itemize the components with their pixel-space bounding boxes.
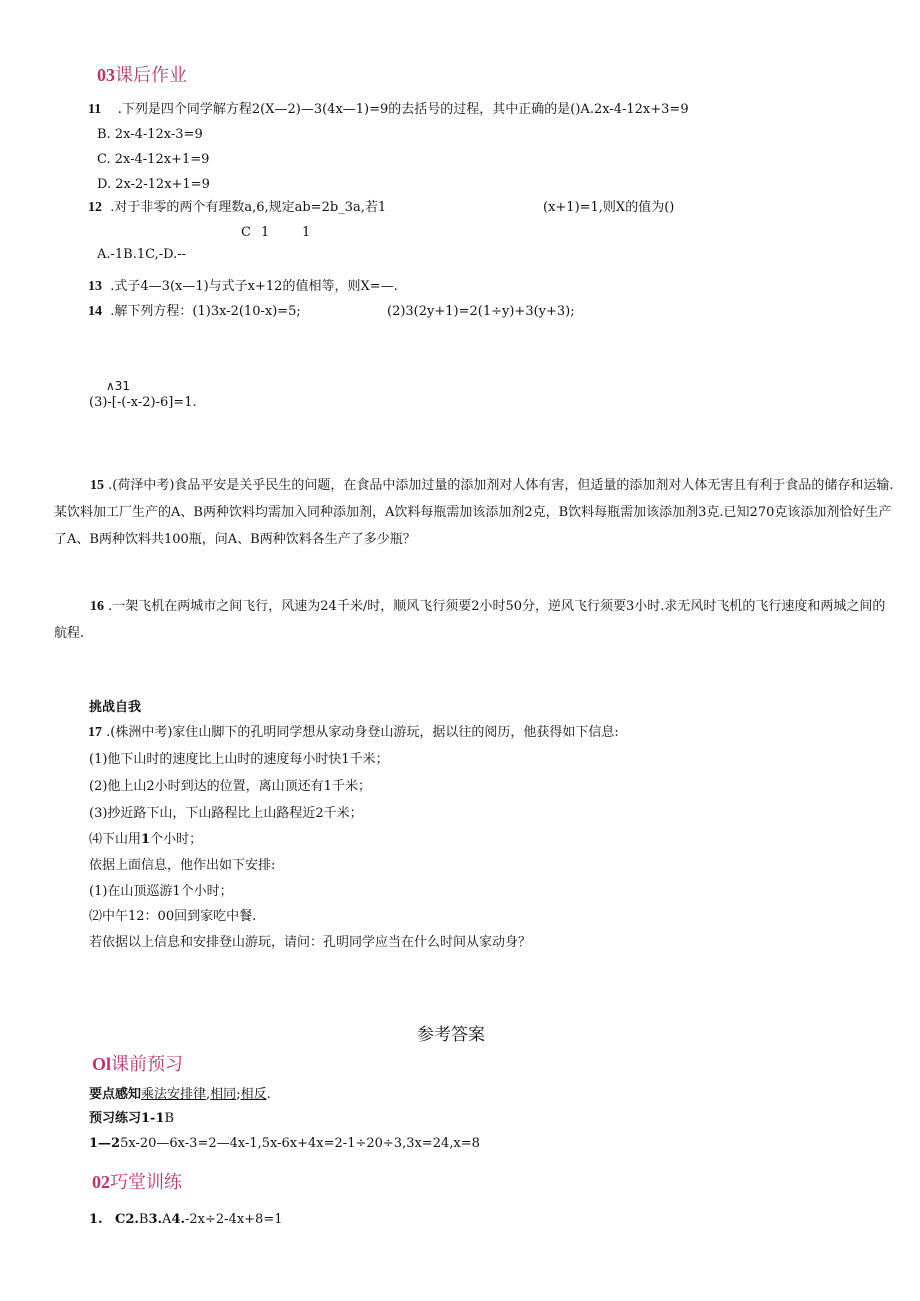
info-line-2: (2)他上山2小时到达的位置，离山顶还有1千米；	[89, 779, 371, 794]
answers-title: 参考答案	[417, 1025, 485, 1045]
plan-line-1: (1)在山顶巡游1个小时；	[89, 884, 233, 899]
answer-term-3: 相反	[240, 1087, 267, 1102]
info-line-4-pre: ⑷下山用	[89, 832, 142, 847]
separator: ,	[206, 1087, 211, 1102]
fraction-1a: 1	[261, 225, 270, 240]
question-text: .一架飞机在两城市之间飞行，风速为24千米/时，顺风飞行须要2小时50分，逆风飞行须要3小时.求无风时飞机的飞行速度和两城之间的航程.	[54, 599, 886, 641]
question-13	[88, 278, 398, 296]
question-number: 17	[88, 725, 102, 740]
question-12	[88, 199, 386, 217]
answer-number-2: C2.	[114, 1212, 139, 1227]
question-11	[88, 101, 689, 119]
answer-number-3: 3.	[148, 1212, 163, 1227]
answer-number-4: 4.	[171, 1212, 186, 1227]
answer-term-1: 乘法安排律	[141, 1087, 207, 1102]
answer-class-line	[89, 1211, 283, 1229]
question-17-ask: 若依据以上信息和安排登山游玩，请问：孔明同学应当在什么时间从家动身？	[89, 935, 532, 950]
answer-value-3: -2x÷2-4x+8=1	[185, 1212, 283, 1227]
option-b: B. 2x-4-12x-3=9	[97, 127, 203, 142]
section-number: Ol	[92, 1054, 112, 1074]
question-number: 13	[88, 279, 102, 294]
plan-line-2: ⑵中午12：00回到家吃中餐.	[89, 909, 257, 924]
question-text: .式子4—3(x—1)与式子x+12的值相等，则X=—.	[110, 279, 398, 294]
separator: ;	[236, 1087, 241, 1102]
info-line-4-post: 个小时；	[150, 832, 203, 847]
answer-label: 1—2	[89, 1136, 121, 1151]
challenge-heading: 挑战自我	[89, 700, 142, 715]
answer-value: B	[164, 1111, 175, 1126]
answer-practice	[89, 1110, 174, 1128]
section-heading-homework	[97, 63, 187, 88]
question-14-part2: (2)3(2y+1)=2(1÷y)+3(y+3);	[387, 304, 575, 319]
option-c: C. 2x-4-12x+1=9	[97, 152, 210, 167]
question-16	[54, 593, 896, 647]
section-number: 02	[92, 1172, 110, 1192]
answer-value-2: A	[162, 1212, 172, 1227]
question-12-options: A.-1B.1C,-D.--	[97, 247, 187, 262]
question-12-continued: (x+1)=1,则X的值为()	[543, 200, 675, 215]
section-heading-class	[92, 1170, 182, 1195]
fraction-1b: 1	[302, 225, 311, 240]
question-text: .对于非零的两个有理数a,6,规定ab=2b_3a,若1	[110, 200, 387, 215]
section-title: 课后作业	[115, 65, 187, 86]
answer-label: 预习练习1-1	[89, 1111, 165, 1126]
info-line-4-num: 1	[141, 832, 151, 847]
section-heading-preview	[92, 1052, 183, 1077]
question-15	[54, 472, 896, 553]
question-14	[88, 303, 301, 321]
fraction-c: C	[241, 225, 251, 240]
info-line-4	[89, 831, 202, 849]
answer-solution-line	[89, 1135, 480, 1153]
option-d: D. 2x-2-12x+1=9	[97, 177, 210, 192]
question-14-part3: (3)-[-(-x-2)-6]=1.	[89, 395, 197, 410]
question-number: 16	[90, 599, 104, 614]
info-line-3: (3)抄近路下山，下山路程比上山路程近2千米；	[89, 806, 363, 821]
period: .	[266, 1087, 271, 1102]
answer-term-2: 相同	[210, 1087, 237, 1102]
answer-value-1: B	[138, 1212, 149, 1227]
question-number: 12	[88, 200, 102, 215]
plan-intro: 依据上面信息，他作出如下安排:	[89, 858, 276, 873]
section-title: 巧堂训练	[110, 1172, 182, 1193]
section-number: 03	[97, 65, 115, 85]
question-number: 14	[88, 304, 102, 319]
answer-key-points	[89, 1086, 271, 1104]
question-text: .(荷泽中考)食品平安是关乎民生的问题，在食品中添加过量的添加剂对人体有害，但适量的添加剂对人体无害且有利于食品的储存和运输.某饮料加工厂生产的A、B两种饮料均需加入同种添加剂，A饮料每瓶需加该添加剂2克，B饮料每瓶需加该添加剂3克.已知270克该添加剂恰好生产了A、B两种饮料共100瓶，问A、B两种饮料各生产了多少瓶？	[54, 478, 894, 547]
answer-value: 5x-20—6x-3=2—4x-1,5x-6x+4x=2-1÷20÷3,3x=24,x=8	[120, 1136, 480, 1151]
info-line-1: (1)他下山时的速度比上山时的速度每小时快1千米；	[89, 752, 389, 767]
question-text: .下列是四个同学解方程2(X—2)—3(4x—1)=9的去括号的过程，其中正确的是()A.2x-4-12x+3=9	[117, 102, 689, 117]
question-text: .解下列方程：(1)3x-2(10-x)=5;	[110, 304, 301, 319]
answer-number-1: 1.	[89, 1212, 103, 1227]
fraction-marker: ∧31	[106, 379, 131, 393]
question-number: 15	[90, 478, 104, 493]
question-number: 11	[88, 102, 102, 117]
question-text: .(株洲中考)家住山脚下的孔明同学想从家动身登山游玩，据以往的阅历，他获得如下信息:	[106, 725, 619, 740]
question-17	[88, 724, 619, 742]
section-title: 课前预习	[111, 1054, 184, 1075]
answer-label: 要点感知	[89, 1087, 142, 1102]
